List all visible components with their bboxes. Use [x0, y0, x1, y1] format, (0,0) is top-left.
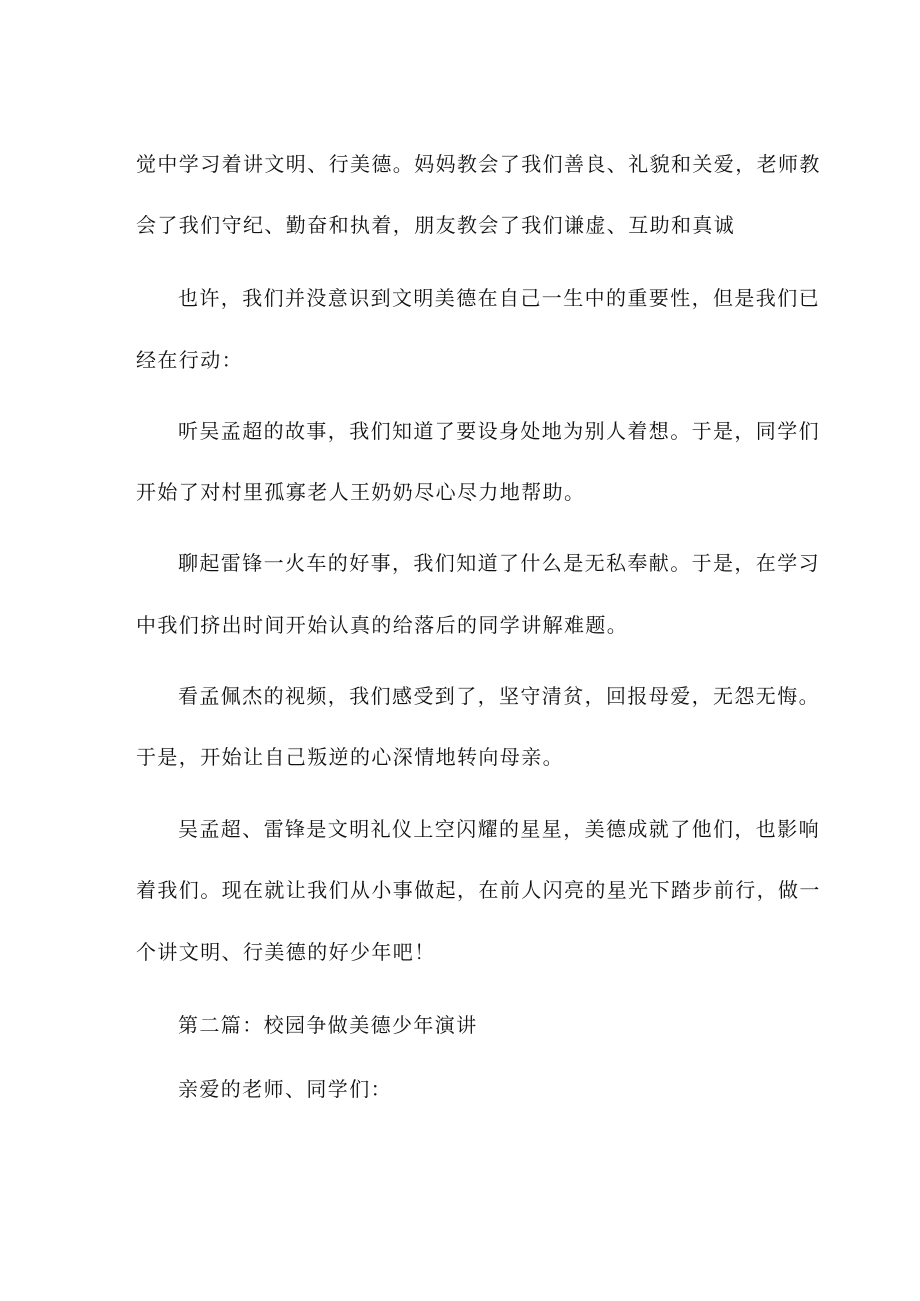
paragraph-4-line-2: 中我们挤出时间开始认真的给落后的同学讲解难题。 — [136, 613, 629, 637]
salutation: 亲爱的老师、同学们： — [178, 1077, 392, 1101]
paragraph-1-line-2: 会了我们守纪、勤奋和执着，朋友教会了我们谦虚、互助和真诚 — [136, 213, 736, 237]
section-heading: 第二篇：校园争做美德少年演讲 — [178, 1013, 478, 1037]
paragraph-6-line-1: 吴孟超、雷锋是文明礼仪上空闪耀的星星，美德成就了他们，也影响 — [178, 817, 820, 841]
paragraph-3-line-1: 听吴孟超的故事，我们知道了要设身处地为别人着想。于是，同学们 — [178, 419, 820, 443]
paragraph-6-line-2: 着我们。现在就让我们从小事做起，在前人闪亮的星光下踏步前行，做一 — [136, 878, 821, 902]
paragraph-2-line-2: 经在行动： — [136, 348, 243, 372]
paragraph-3-line-2: 开始了对村里孤寡老人王奶奶尽心尽力地帮助。 — [136, 480, 586, 504]
paragraph-6-line-3: 个讲文明、行美德的好少年吧！ — [136, 940, 436, 964]
paragraph-1-line-1: 觉中学习着讲文明、行美德。妈妈教会了我们善良、礼貌和关爱，老师教 — [136, 152, 821, 176]
paragraph-4-line-1: 聊起雷锋一火车的好事，我们知道了什么是无私奉献。于是，在学习 — [178, 551, 820, 575]
paragraph-2-line-1: 也许，我们并没意识到文明美德在自己一生中的重要性，但是我们已 — [178, 286, 820, 310]
paragraph-5-line-1: 看孟佩杰的视频，我们感受到了，坚守清贫，回报母爱，无怨无悔。 — [178, 684, 820, 708]
paragraph-5-line-2: 于是，开始让自己叛逆的心深情地转向母亲。 — [136, 745, 564, 769]
